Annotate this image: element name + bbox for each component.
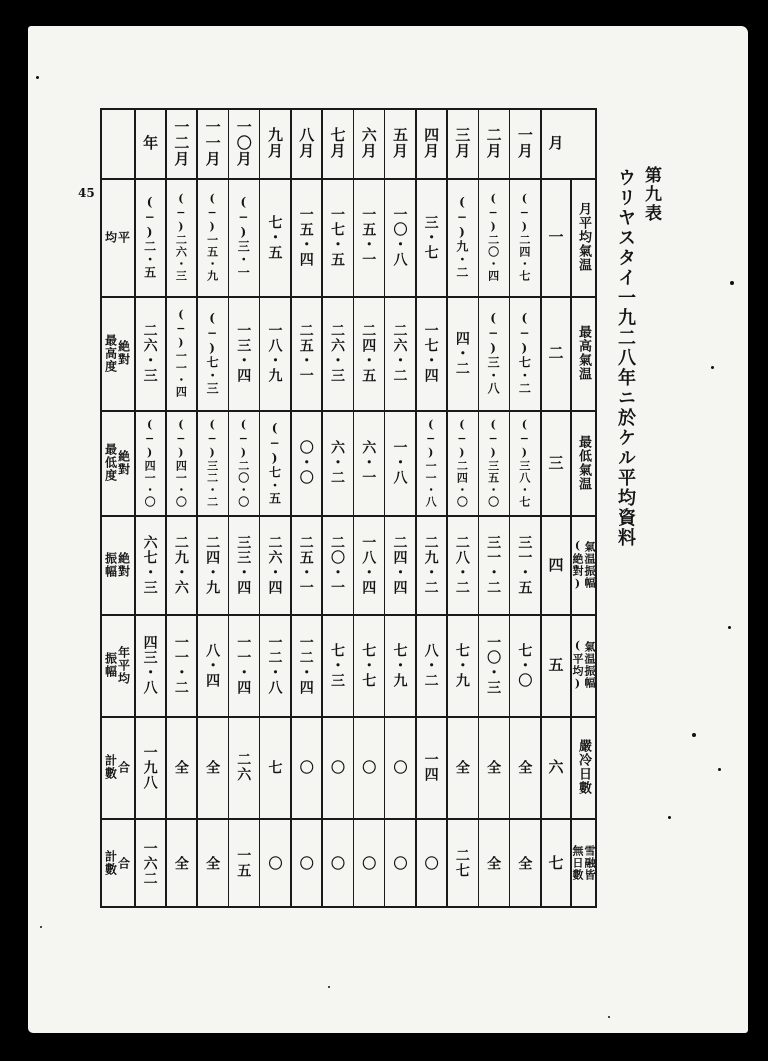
data-cell	[509, 818, 540, 908]
month-label-text: 九月	[266, 127, 285, 159]
data-cell-text: 全	[516, 855, 533, 871]
row-footer-text: 年平均	[116, 645, 131, 685]
column-header-text: 月平均氣温	[576, 202, 591, 272]
data-cell-text: 一六二	[141, 840, 158, 886]
column-number-1	[540, 178, 570, 296]
data-cell	[446, 296, 477, 410]
data-cell-text: 全	[485, 759, 502, 775]
data-cell-text: (−)二〇・〇	[236, 417, 250, 508]
data-cell-text: 一四	[422, 752, 439, 782]
data-cell-text: (−)三二・二	[205, 417, 219, 508]
data-cell	[259, 515, 290, 614]
data-cell	[446, 818, 477, 908]
month-label	[196, 108, 227, 178]
month-label-text: 七月	[328, 127, 347, 159]
data-cell-text: 二〇・一	[328, 534, 345, 595]
data-cell	[509, 614, 540, 716]
data-cell	[384, 515, 415, 614]
data-cell	[353, 410, 384, 515]
data-cell	[321, 515, 352, 614]
data-cell	[384, 296, 415, 410]
data-cell	[290, 716, 321, 818]
scan-speck	[730, 281, 734, 285]
row-footer-text: 合	[116, 856, 131, 870]
column-number-7-text: 七	[546, 855, 565, 871]
data-cell-text: 一〇・三	[485, 635, 502, 695]
row-footer-1	[100, 178, 134, 296]
data-cell	[165, 614, 196, 716]
data-cell-text: 一五・四	[297, 207, 314, 267]
data-cell	[415, 716, 446, 818]
row-footer-text: 平	[116, 230, 131, 244]
column-number-1-text: 一	[546, 229, 565, 245]
scan-speck	[711, 366, 714, 369]
data-cell-text: 全	[453, 759, 470, 775]
table-title-text: ウリヤスタイ一九二八年ニ於ケル平均資料	[615, 168, 636, 548]
page-number: 45	[78, 186, 95, 200]
month-label-text: 一月	[515, 127, 534, 159]
data-cell	[478, 716, 509, 818]
data-cell	[228, 614, 259, 716]
row-footer-text: 最高度	[103, 333, 118, 373]
data-cell	[196, 178, 227, 296]
data-cell	[384, 614, 415, 716]
data-cell	[165, 818, 196, 908]
data-cell	[509, 515, 540, 614]
data-cell-text: 全	[516, 759, 533, 775]
data-cell-text: 七・三	[328, 642, 345, 688]
data-cell-text: (−)三五・〇	[486, 417, 500, 508]
month-label	[259, 108, 290, 178]
row-footer-3	[100, 410, 134, 515]
data-cell-text: 四・二	[453, 330, 470, 376]
corner-month-label-text: 月	[546, 135, 565, 151]
data-cell-text: 一七・五	[328, 207, 345, 267]
row-footer-text: 振幅	[103, 652, 118, 678]
data-cell	[509, 296, 540, 410]
column-header-text: (絶對)	[571, 538, 584, 591]
month-label	[134, 108, 165, 178]
data-cell	[259, 178, 290, 296]
data-cell	[321, 410, 352, 515]
table-number: 第九表	[641, 166, 661, 223]
data-cell-text: 〇・〇	[297, 440, 314, 485]
data-cell	[321, 614, 352, 716]
data-cell-text: 〇	[328, 759, 345, 775]
column-number-2	[540, 296, 570, 410]
month-label-text: 一二月	[172, 119, 191, 167]
data-cell	[259, 614, 290, 716]
scan-speck	[692, 733, 696, 737]
data-cell	[196, 296, 227, 410]
scan-speck	[668, 816, 671, 819]
data-cell	[196, 410, 227, 515]
data-cell	[478, 410, 509, 515]
data-cell-text: (−)四一・〇	[174, 417, 188, 508]
data-cell-text: 〇	[391, 759, 408, 775]
data-cell-text: 一五・一	[360, 207, 377, 267]
data-cell	[259, 818, 290, 908]
data-cell-text: (−)二・五	[142, 195, 157, 279]
data-cell	[259, 716, 290, 818]
column-header-6	[570, 716, 597, 818]
data-cell-text: 一・八	[391, 440, 408, 485]
data-cell	[415, 296, 446, 410]
month-label	[446, 108, 477, 178]
month-label-text: 年	[141, 135, 160, 151]
corner-month-label	[540, 108, 570, 178]
data-cell	[478, 614, 509, 716]
data-cell	[290, 410, 321, 515]
data-cell	[509, 178, 540, 296]
data-cell	[196, 614, 227, 716]
data-cell-text: 全	[204, 759, 221, 775]
month-label-text: 三月	[453, 127, 472, 159]
data-cell	[228, 178, 259, 296]
scan-speck	[718, 768, 721, 771]
data-cell-text: 四三・八	[141, 635, 158, 695]
data-cell-text: 二五・一	[297, 534, 314, 595]
data-cell	[384, 410, 415, 515]
data-cell	[196, 716, 227, 818]
data-cell-text: 一一・四	[235, 635, 252, 695]
data-cell	[228, 410, 259, 515]
column-header-text: 無日數	[571, 845, 584, 881]
data-cell-text: 〇	[328, 855, 345, 871]
document-page	[28, 26, 748, 1033]
month-label	[509, 108, 540, 178]
data-cell	[196, 818, 227, 908]
data-cell-text: 二九・二	[422, 534, 439, 595]
data-cell-text: 七・七	[360, 642, 377, 688]
data-cell	[384, 716, 415, 818]
data-cell	[134, 515, 165, 614]
column-header-text: 氣温振幅	[583, 540, 596, 589]
data-cell	[353, 296, 384, 410]
column-number-4-text: 四	[546, 556, 565, 573]
column-number-6-text: 六	[546, 759, 565, 775]
data-cell-text: (−)七・二	[517, 311, 532, 395]
data-cell-text: 二六・四	[266, 534, 283, 595]
data-cell-text: 二六・三	[328, 323, 345, 383]
data-cell	[415, 410, 446, 515]
month-label	[165, 108, 196, 178]
data-cell-text: (−)二四・七	[517, 192, 531, 282]
data-cell	[321, 818, 352, 908]
data-cell-text: 二六・二	[391, 323, 408, 383]
climate-table	[100, 108, 597, 908]
data-cell-text: 三・七	[422, 214, 439, 260]
column-header-text: 嚴冷日數	[576, 739, 591, 795]
data-cell	[446, 410, 477, 515]
column-header-text: 最低氣温	[576, 434, 591, 491]
scan-speck	[328, 986, 330, 988]
scan-speck	[608, 1016, 610, 1018]
data-cell	[446, 178, 477, 296]
data-cell-text: 二九・六	[172, 534, 189, 595]
data-cell	[415, 614, 446, 716]
month-label	[353, 108, 384, 178]
data-cell	[134, 296, 165, 410]
data-cell-text: 七	[266, 759, 283, 775]
data-cell	[165, 515, 196, 614]
data-cell-text: 全	[172, 855, 189, 871]
row-footer-text: 絶對	[116, 340, 131, 366]
row-footer-text: 計數	[103, 850, 118, 876]
data-cell	[478, 515, 509, 614]
data-cell-text: (−)九・二	[454, 195, 469, 279]
month-label-text: 一〇月	[234, 119, 253, 167]
data-cell	[509, 410, 540, 515]
data-cell	[259, 296, 290, 410]
data-cell-text: (−)二六・三	[174, 192, 188, 282]
column-header-3	[570, 410, 597, 515]
data-cell	[384, 178, 415, 296]
column-number-7	[540, 818, 570, 908]
data-cell	[290, 818, 321, 908]
corner-cell	[570, 108, 597, 178]
row-footer-5	[100, 614, 134, 716]
data-cell-text: 一一・二	[172, 635, 189, 695]
data-cell-text: 一二・四	[297, 635, 314, 695]
column-header-5	[570, 614, 597, 716]
month-label	[228, 108, 259, 178]
month-label	[415, 108, 446, 178]
data-cell	[290, 614, 321, 716]
data-cell-text: 一二・八	[266, 635, 283, 695]
data-cell-text: 二五・一	[297, 323, 314, 383]
data-cell	[415, 515, 446, 614]
month-label-text: 二月	[484, 127, 503, 159]
data-cell	[228, 818, 259, 908]
data-cell	[134, 410, 165, 515]
data-cell	[290, 178, 321, 296]
data-cell-text: (−)二〇・四	[486, 192, 500, 282]
data-cell	[165, 410, 196, 515]
column-header-1	[570, 178, 597, 296]
month-label	[321, 108, 352, 178]
data-cell-text: 一〇・八	[391, 207, 408, 267]
data-cell-text: (−)三・八	[486, 311, 501, 395]
column-header-text: 雪融皆	[583, 845, 596, 881]
data-cell-text: (−)一五・九	[205, 192, 219, 282]
data-cell-text: 一七・四	[422, 323, 439, 383]
data-cell	[321, 716, 352, 818]
data-cell	[478, 178, 509, 296]
data-cell-text: 六・一	[360, 440, 377, 485]
data-cell	[196, 515, 227, 614]
data-cell-text: 二六	[235, 752, 252, 782]
row-footer-text: 絶對	[116, 449, 131, 476]
data-cell	[290, 296, 321, 410]
data-cell	[134, 614, 165, 716]
data-cell	[446, 515, 477, 614]
row-footer-text: 計數	[103, 754, 118, 780]
data-cell	[134, 716, 165, 818]
data-cell-text: (−)一一・八	[424, 417, 438, 508]
table-title	[616, 168, 634, 548]
data-cell	[353, 178, 384, 296]
data-cell	[478, 296, 509, 410]
data-cell	[165, 716, 196, 818]
row-footer-6	[100, 716, 134, 818]
data-cell	[415, 818, 446, 908]
scan-speck	[40, 926, 42, 928]
row-footer-2	[100, 296, 134, 410]
data-cell-text: (−)四一・〇	[143, 417, 157, 508]
data-cell-text: (−)三八・七	[517, 417, 531, 508]
data-cell-text: 八・四	[204, 642, 221, 688]
data-cell	[228, 515, 259, 614]
data-cell	[446, 614, 477, 716]
data-cell	[290, 515, 321, 614]
data-cell	[165, 296, 196, 410]
data-cell-text: 七・〇	[516, 642, 533, 688]
data-cell-text: 七・九	[453, 642, 470, 688]
data-cell-text: 七・九	[391, 642, 408, 688]
data-cell	[478, 818, 509, 908]
data-cell-text: 一八・九	[266, 323, 283, 383]
data-cell-text: 六七・三	[141, 534, 158, 595]
data-cell-text: (−)三・一	[236, 195, 251, 279]
data-cell	[321, 178, 352, 296]
column-number-3-text: 三	[546, 454, 565, 471]
data-cell-text: 〇	[391, 855, 408, 871]
column-header-text: 最高氣温	[576, 325, 591, 381]
data-cell-text: 六・二	[328, 440, 345, 485]
data-cell	[509, 716, 540, 818]
scan-speck	[36, 76, 39, 79]
data-cell-text: 二六・三	[141, 323, 158, 383]
column-number-5	[540, 614, 570, 716]
data-cell	[446, 716, 477, 818]
data-cell-text: (−)二四・〇	[455, 417, 469, 508]
month-label-text: 八月	[297, 127, 316, 159]
column-header-7	[570, 818, 597, 908]
data-cell-text: 一九八	[141, 744, 158, 790]
month-label-text: 四月	[422, 127, 441, 159]
month-label	[384, 108, 415, 178]
column-number-3	[540, 410, 570, 515]
month-label	[290, 108, 321, 178]
row-footer-4	[100, 515, 134, 614]
data-cell	[134, 178, 165, 296]
column-number-2-text: 二	[546, 345, 565, 361]
row-footer-text: 均	[103, 230, 118, 244]
data-cell	[321, 296, 352, 410]
month-label-text: 六月	[359, 127, 378, 159]
data-cell	[228, 296, 259, 410]
data-cell-text: 一五	[235, 848, 252, 878]
data-cell-text: 〇	[266, 855, 283, 871]
column-header-text: 氣温振幅	[583, 641, 596, 689]
data-cell-text: 〇	[422, 855, 439, 871]
data-cell-text: (−)一一・四	[174, 308, 188, 398]
row-footer-text: 絶對	[116, 551, 131, 578]
data-cell-text: 一八・四	[360, 534, 377, 595]
data-cell	[165, 178, 196, 296]
data-cell-text: 〇	[360, 759, 377, 775]
month-label	[478, 108, 509, 178]
data-cell-text: 八・二	[422, 642, 439, 688]
data-cell	[259, 410, 290, 515]
data-cell-text: 三三・四	[235, 534, 252, 595]
data-cell-text: 〇	[360, 855, 377, 871]
column-header-4	[570, 515, 597, 614]
data-cell	[384, 818, 415, 908]
data-cell-text: 全	[204, 855, 221, 871]
data-cell	[353, 818, 384, 908]
column-header-2	[570, 296, 597, 410]
data-cell	[353, 614, 384, 716]
month-label-text: 一一月	[203, 119, 222, 167]
data-cell	[353, 716, 384, 818]
data-cell-text: 七・五	[266, 214, 283, 260]
column-number-6	[540, 716, 570, 818]
month-label-text: 五月	[390, 127, 409, 159]
data-cell-text: 三一・五	[516, 534, 533, 595]
data-cell-text: 〇	[297, 855, 314, 871]
row-footer-text: 合	[116, 760, 131, 774]
data-cell-text: 全	[172, 759, 189, 775]
data-cell-text: (−)七・五	[267, 420, 282, 505]
data-cell-text: (−)七・三	[205, 311, 220, 395]
data-cell	[228, 716, 259, 818]
data-cell-text: 二四・五	[360, 323, 377, 383]
data-cell-text: 二七	[453, 848, 470, 878]
column-header-text: (平均)	[571, 639, 584, 691]
data-cell-text: 一三・四	[235, 323, 252, 383]
row-footer-text: 振幅	[103, 551, 118, 578]
column-number-5-text: 五	[546, 657, 565, 673]
data-cell-text: 二四・九	[204, 534, 221, 595]
row-footer-7	[100, 818, 134, 908]
data-cell	[353, 515, 384, 614]
column-number-4	[540, 515, 570, 614]
data-cell-text: 二四・四	[391, 534, 408, 595]
data-cell-text: 二八・二	[453, 534, 470, 595]
row-footer-text: 最低度	[103, 443, 118, 482]
data-cell-text: 全	[485, 855, 502, 871]
data-cell	[134, 818, 165, 908]
scan-speck	[728, 626, 731, 629]
data-cell-text: 〇	[297, 759, 314, 775]
data-cell	[415, 178, 446, 296]
data-cell-text: 三一・二	[485, 534, 502, 595]
